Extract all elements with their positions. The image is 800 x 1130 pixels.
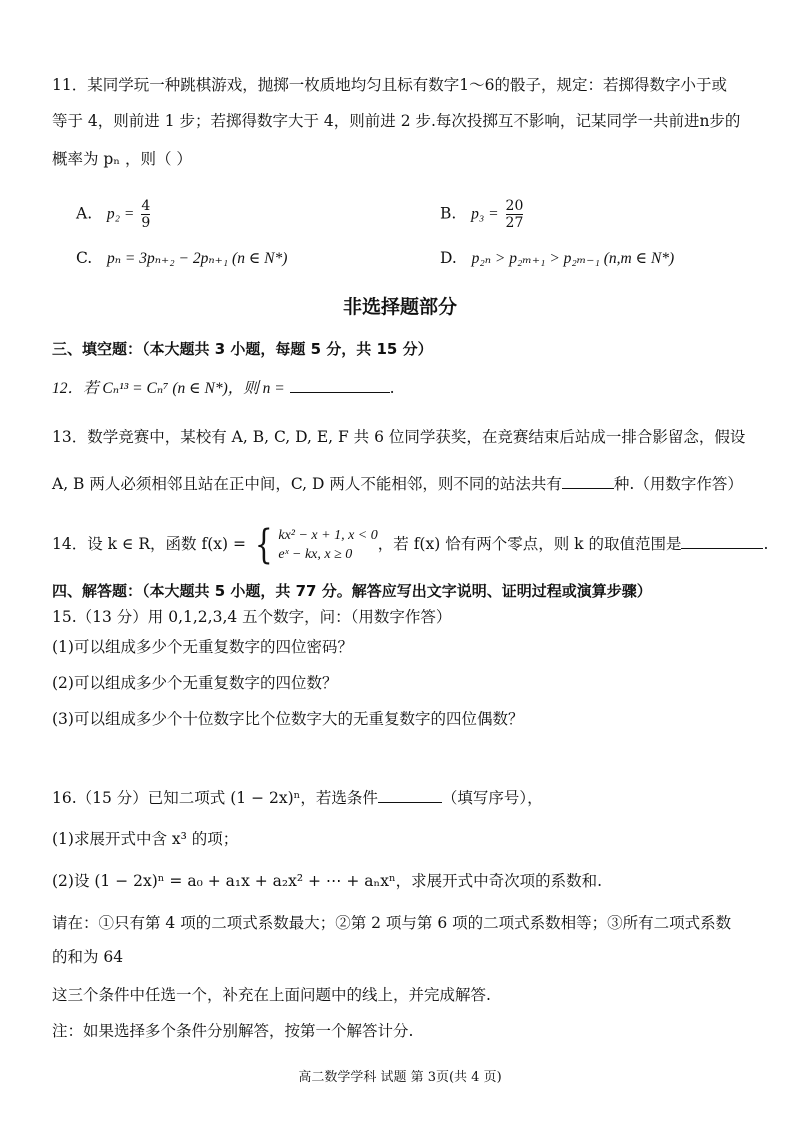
section4-heading: 四、解答题：（本大题共 5 小题，共 77 分。解答应写出文字说明、证明过程或演算步骤） bbox=[52, 582, 652, 600]
q16-conditions-line1: 请在：①只有第 4 项的二项式系数最大；②第 2 项与第 6 项的二项式系数相等；③所有二项式系数 bbox=[52, 914, 732, 932]
q16-condition-blank[interactable] bbox=[378, 786, 442, 803]
q12-suffix: . bbox=[389, 379, 395, 397]
option-a-label: A. bbox=[76, 204, 93, 223]
q13-answer-blank[interactable] bbox=[562, 472, 614, 489]
option-b-label: B. bbox=[440, 204, 457, 223]
q16-stem-b: （填写序号）， bbox=[441, 789, 543, 807]
q12-prefix: 12．若 C bbox=[52, 380, 113, 397]
q16-conditions-line2: 的和为 64 bbox=[52, 948, 124, 966]
q16-part1: (1)求展开式中含 x³ 的项； bbox=[52, 830, 239, 848]
q11-line1: 11．某同学玩一种跳棋游戏，抛掷一枚质地均匀且标有数字1～6的骰子，规定：若掷得数字小于或 bbox=[52, 76, 727, 94]
q11-line3: 概率为 pₙ ，则（ ） bbox=[52, 150, 192, 168]
q16-stem-a: 16.（15 分）已知二项式 (1 − 2x)ⁿ，若选条件 bbox=[52, 789, 378, 807]
q13-line2-a: A, B 两人必须相邻且站在正中间，C, D 两人不能相邻，则不同的站法共有 bbox=[52, 475, 562, 493]
section3-heading: 三、填空题：（本大题共 3 小题，每题 5 分，共 15 分） bbox=[52, 340, 433, 358]
option-a-fraction bbox=[141, 198, 150, 231]
option-c-label: C. bbox=[76, 249, 93, 267]
option-b-denominator: 27 bbox=[505, 215, 524, 231]
option-d-text: p₂ₙ > p₂ₘ₊₁ > p₂ₘ₋₁ (n,m ∈ N*) bbox=[471, 250, 675, 267]
q14-prefix: 14．设 k ∈ R，函数 f(x) = bbox=[52, 535, 246, 553]
q14-answer-blank[interactable] bbox=[681, 532, 763, 549]
q16-choose: 这三个条件中任选一个，补充在上面问题中的线上，并完成解答. bbox=[52, 986, 491, 1004]
option-d-label: D. bbox=[440, 249, 457, 267]
q15-stem: 15.（13 分）用 0,1,2,3,4 五个数字，问：（用数字作答） bbox=[52, 608, 452, 626]
q14-case2: eˣ − kx, x ≥ 0 bbox=[278, 547, 353, 562]
q15-part2: (2)可以组成多少个无重复数字的四位数？ bbox=[52, 674, 338, 692]
option-b-numerator: 20 bbox=[505, 198, 524, 214]
option-c-text: pₙ = 3pₙ₊₂ − 2pₙ₊₁ (n ∈ N*) bbox=[107, 250, 288, 267]
option-a-lhs: p₂ = bbox=[106, 205, 135, 223]
q11-option-c bbox=[76, 247, 287, 270]
q11-option-a bbox=[76, 198, 152, 231]
q14-line bbox=[52, 522, 769, 568]
q11-option-b bbox=[440, 198, 525, 231]
q12-line bbox=[52, 376, 748, 400]
q14-suffix: . bbox=[763, 535, 769, 553]
q14-case1: kx² − x + 1, x < 0 bbox=[278, 528, 378, 543]
section-title: 非选择题部分 bbox=[342, 296, 457, 318]
q12-mid: ₙ¹³ = Cₙ⁷ (n ∈ N*)，则 n = bbox=[112, 380, 285, 397]
q14-mid: ，若 f(x) 恰有两个零点，则 k 的取值范围是 bbox=[377, 535, 682, 553]
option-b-fraction bbox=[506, 198, 524, 231]
q11-option-d bbox=[440, 247, 674, 270]
q15-part1: (1)可以组成多少个无重复数字的四位密码？ bbox=[52, 638, 353, 656]
q12-answer-blank[interactable] bbox=[290, 376, 390, 393]
q13-line1: 13．数学竞赛中，某校有 A, B, C, D, E, F 共 6 位同学获奖，在竞赛结束后站成一排合影留念，假设 bbox=[52, 428, 746, 446]
option-b-lhs: p₃ = bbox=[471, 205, 499, 223]
q16-note: 注：如果选择多个条件分别解答，按第一个解答计分. bbox=[52, 1022, 414, 1040]
q14-piecewise: { kx² − x + 1, x < 0 eˣ − kx, x ≥ 0 bbox=[254, 522, 378, 568]
option-a-denominator: 9 bbox=[141, 215, 151, 231]
q15-part3: (3)可以组成多少个十位数字比个位数字大的无重复数字的四位偶数？ bbox=[52, 710, 524, 728]
q13-line2 bbox=[52, 472, 748, 495]
q16-stem bbox=[52, 786, 748, 809]
page-footer: 高二数学学科 试题 第 3页(共 4 页) bbox=[298, 1070, 502, 1085]
option-a-numerator: 4 bbox=[141, 198, 151, 214]
q13-line2-b: 种.（用数字作答） bbox=[613, 475, 743, 493]
q11-line2: 等于 4，则前进 1 步；若掷得数字大于 4，则前进 2 步.每次投掷互不影响，记某同学一共前进n步的 bbox=[52, 112, 741, 130]
q16-part2: (2)设 (1 − 2x)ⁿ = a₀ + a₁x + a₂x² + ⋯ + aₙxⁿ，求展开式中奇次项的系数和. bbox=[52, 872, 603, 890]
